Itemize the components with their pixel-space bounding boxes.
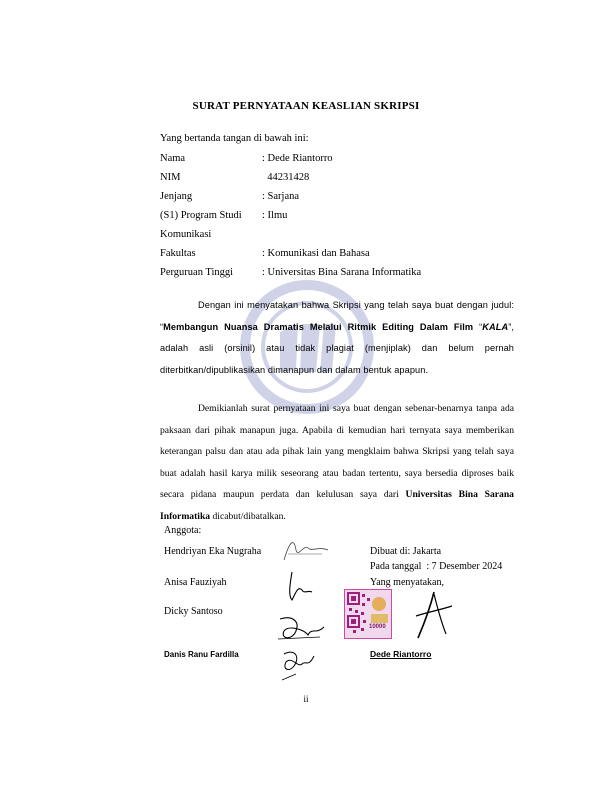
field-value: : Komunikasi dan Bahasa — [262, 248, 370, 259]
member-name: Danis Ranu Fardilla — [164, 650, 239, 659]
field-label: Fakultas — [160, 248, 196, 259]
thesis-title: Membangun Nuansa Dramatis Melalui Ritmik Editing Dalam Film — [163, 321, 474, 332]
closing-paragraph — [160, 398, 514, 527]
intro-line: Yang bertanda tangan di bawah ini: — [160, 133, 309, 144]
signature-hendriyan — [278, 536, 330, 564]
qr-code-icon — [345, 590, 391, 638]
field-label: Jenjang — [160, 191, 193, 202]
field-label: NIM — [160, 172, 181, 183]
para2-text: Demikianlah surat pernyataan ini saya buat dengan sebenar-benarnya tanpa ada paksaan dari pihak manapun juga. Apabila di kemudian hari ternyata saya memberikan keterangan palsu dan atau ada pihak lain yang mengklaim bahwa Skripsi yang telah saya buat adalah hasil karya milik seseorang atau badan tertentu, saya bersedia diproses baik secara pidana maupun perdata dan kelulusan saya dari — [160, 403, 514, 500]
member-name: Hendriyan Eka Nugraha — [164, 546, 262, 557]
document-title: SURAT PERNYATAAN KEASLIAN SKRIPSI — [192, 100, 420, 112]
signature-danis — [278, 646, 318, 684]
stamp-duty-qr — [344, 589, 392, 639]
field-label: Komunikasi — [160, 229, 212, 240]
page-number: ii — [303, 694, 309, 704]
field-value: : Dede Riantorro — [262, 153, 333, 164]
field-value: : Sarjana — [262, 191, 300, 202]
para1-text-end: ”, adalah asli (orsinil) atau tidak plagiat (menjiplak) dan belum pernah diterbitkan/dipublikasikan dimanapun dan dalam bentuk apapun. — [160, 321, 514, 375]
signature-dede — [412, 590, 454, 642]
field-value: 44231428 — [262, 172, 310, 183]
stamp-value: 10000 — [369, 624, 386, 630]
members-label: Anggota: — [164, 525, 202, 536]
field-label: (S1) Program Studi — [160, 210, 242, 221]
university-name: Universitas Bina Sarana Informatika — [160, 489, 514, 522]
field-label: Perguruan Tinggi — [160, 267, 234, 278]
para1-text: Dengan ini menyatakan bahwa Skripsi yang telah saya buat dengan judul: “ — [160, 300, 514, 332]
field-value: : Universitas Bina Sarana Informatika — [262, 267, 422, 278]
statement-paragraph — [160, 295, 514, 381]
signing-date: Pada tanggal : 7 Desember 2024 — [370, 561, 503, 572]
signing-stated: Yang menyatakan, — [370, 577, 444, 588]
field-label: Nama — [160, 153, 186, 164]
member-name: Anisa Fauziyah — [164, 577, 227, 588]
film-title: KALA — [482, 321, 509, 332]
field-value: : Ilmu — [262, 210, 288, 221]
signature-anisa — [284, 570, 314, 604]
signer-name: Dede Riantorro — [370, 649, 432, 659]
para2-text-end: dicabut/dibatalkan. — [210, 510, 286, 522]
member-name: Dicky Santoso — [164, 606, 223, 617]
signing-place: Dibuat di: Jakarta — [370, 546, 442, 557]
signature-dicky — [274, 613, 326, 645]
para1-quote: “ — [473, 321, 483, 332]
